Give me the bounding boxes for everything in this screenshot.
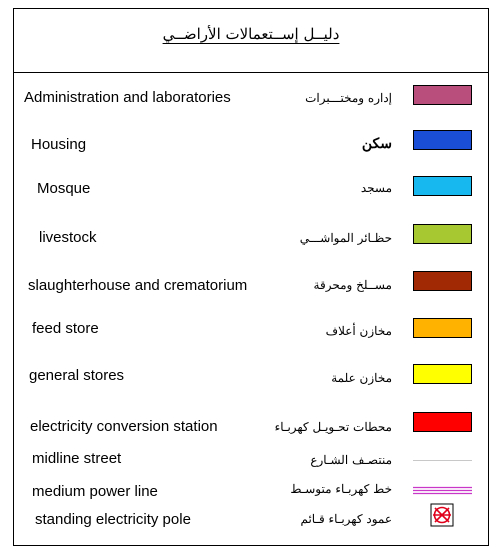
swatch-slaughterhouse: [413, 271, 472, 291]
legend-label-mosque-ar: مسجد: [360, 181, 392, 195]
legend-label-slaughterhouse-ar: مســلخ ومحرقة: [313, 278, 392, 292]
legend-label-administration-ar: إداره ومختـــبرات: [305, 91, 392, 105]
legend-label-housing: Housing: [31, 136, 87, 153]
legend-title: دليــل إســتعمالات الأراضــي: [162, 25, 340, 43]
power-line-symbol: [413, 486, 472, 495]
swatch-general-stores: [413, 364, 472, 384]
swatch-feed-store: [413, 318, 472, 338]
legend-label-feed-store-ar: مخازن أعلاف: [325, 324, 392, 338]
legend-label-mosque: Mosque: [37, 180, 91, 197]
swatch-administration: [413, 85, 472, 105]
legend-label-slaughterhouse: slaughterhouse and crematorium: [28, 277, 248, 294]
legend-label-general-stores: general stores: [29, 367, 125, 384]
legend-label-midline-street-ar: منتصـف الشـارع: [310, 453, 392, 467]
swatch-mosque: [413, 176, 472, 196]
legend-label-feed-store: feed store: [32, 320, 99, 337]
title-divider: [14, 72, 488, 73]
legend-label-livestock: livestock: [39, 229, 97, 246]
swatch-conversion-station: [413, 412, 472, 432]
swatch-livestock: [413, 224, 472, 244]
electricity-pole-icon: [430, 503, 454, 527]
legend-label-midline-street: midline street: [32, 450, 122, 467]
legend-label-power-line-ar: خط كهربـاء متوسـط: [290, 482, 392, 496]
legend-label-housing-ar: سكن: [361, 136, 392, 152]
legend-label-conversion-station-ar: محطات تحـويـل كهربـاء: [274, 420, 392, 434]
legend-label-livestock-ar: حظـائر المواشـــي: [299, 231, 392, 245]
legend-label-power-line: medium power line: [32, 483, 158, 500]
legend-label-administration: Administration and laboratories: [24, 89, 231, 106]
legend-label-general-stores-ar: مخازن علمة: [331, 371, 392, 385]
midline-street-symbol: [413, 460, 472, 461]
legend-label-conversion-station: electricity conversion station: [30, 418, 218, 435]
legend-label-electricity-pole-ar: عمود كهربـاء قـائم: [300, 512, 392, 526]
legend-label-electricity-pole: standing electricity pole: [35, 511, 191, 528]
swatch-housing: [413, 130, 472, 150]
